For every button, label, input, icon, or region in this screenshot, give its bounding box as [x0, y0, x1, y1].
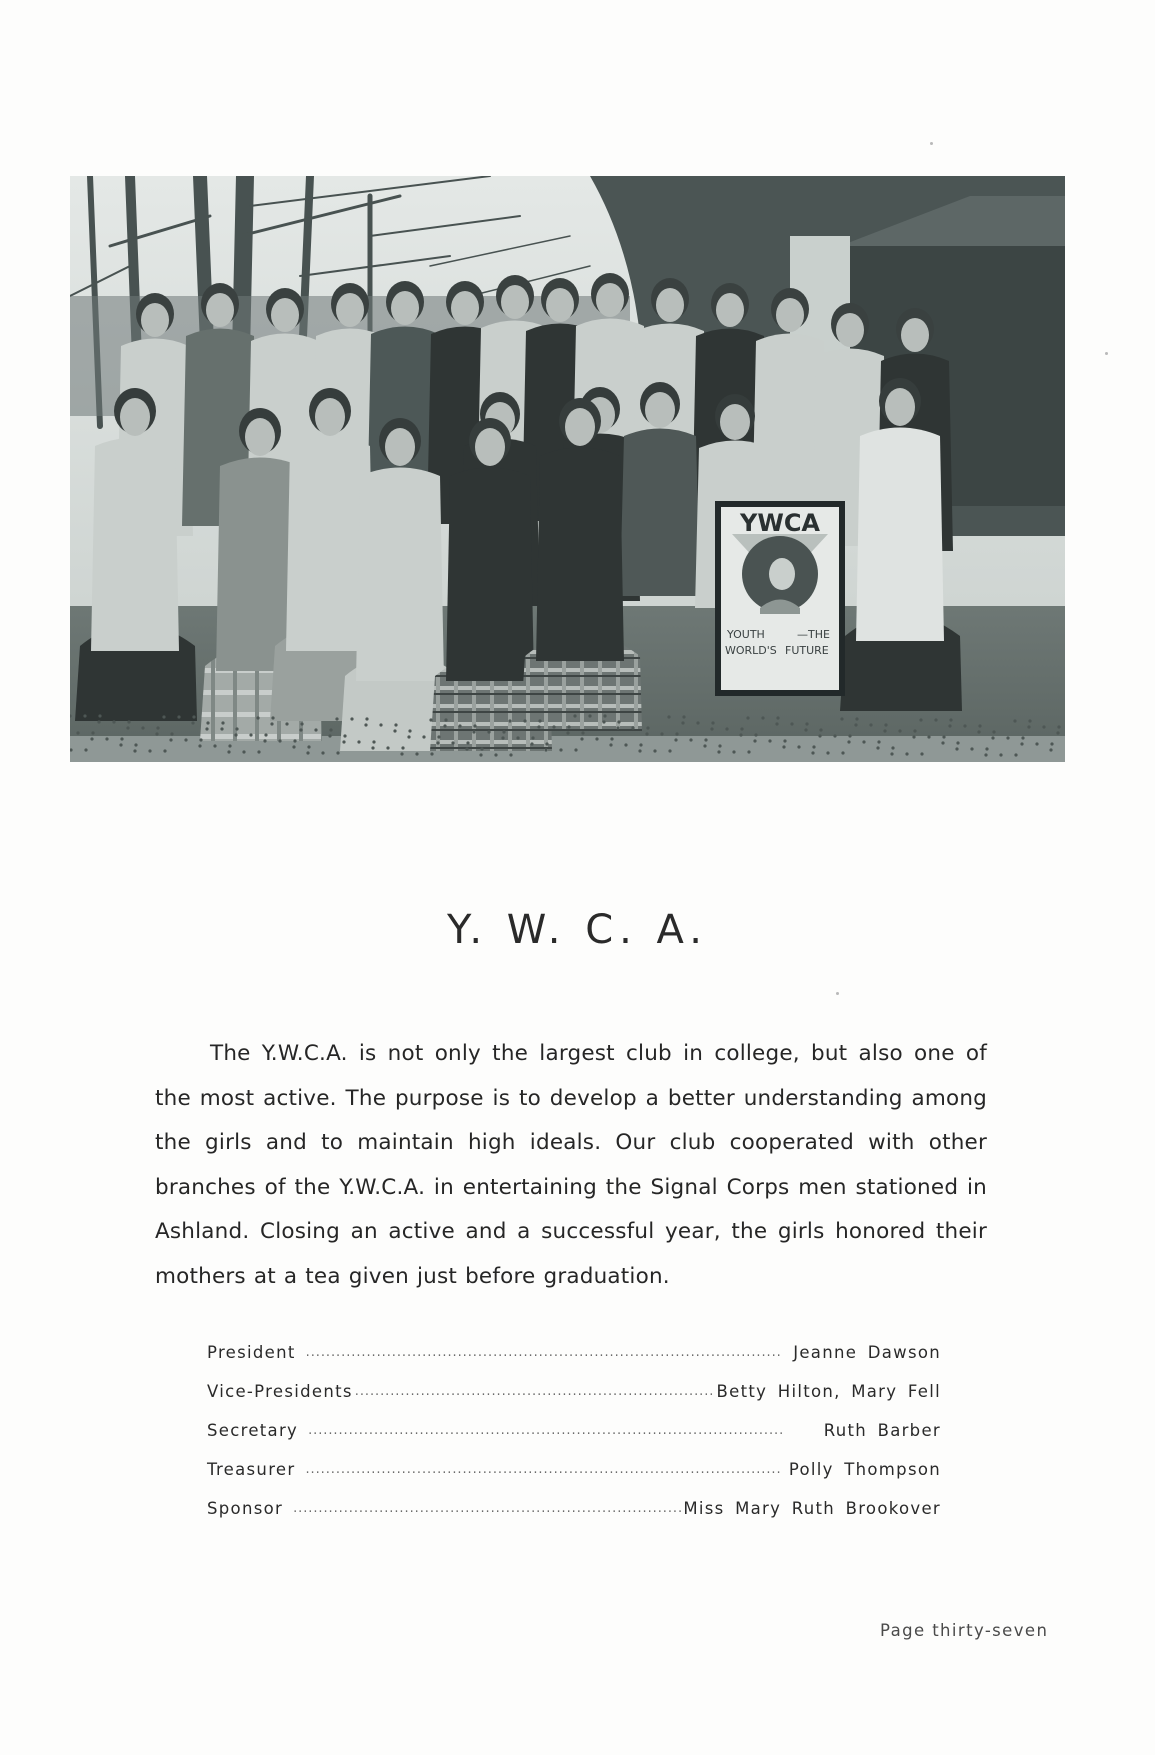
- grass-texture: [718, 744, 721, 747]
- grass-texture: [804, 728, 807, 731]
- grass-texture: [134, 743, 137, 746]
- officer-row-vice-presidents: [207, 1382, 941, 1421]
- dot-leader: [308, 1423, 822, 1438]
- grass-texture: [740, 727, 743, 730]
- grass-texture: [307, 745, 310, 748]
- grass-texture: [401, 746, 404, 749]
- grass-texture: [753, 739, 756, 742]
- officer-role: Sponsor: [207, 1499, 284, 1518]
- grass-texture: [379, 723, 382, 726]
- group-photo: [70, 176, 1065, 762]
- grass-texture: [227, 750, 230, 753]
- grass-texture: [682, 715, 685, 718]
- grass-texture: [912, 735, 915, 738]
- grass-texture: [1049, 748, 1052, 751]
- grass-texture: [674, 738, 677, 741]
- grass-texture: [862, 740, 865, 743]
- grass-texture: [805, 722, 808, 725]
- grass-texture: [624, 743, 627, 746]
- grass-texture: [531, 736, 534, 739]
- grass-texture: [234, 733, 237, 736]
- grass-texture: [668, 749, 671, 752]
- grass-texture: [776, 716, 779, 719]
- grass-texture: [205, 727, 208, 730]
- grass-texture: [884, 723, 887, 726]
- grass-texture: [523, 719, 526, 722]
- grass-texture: [393, 729, 396, 732]
- grass-texture: [963, 724, 966, 727]
- grass-texture: [811, 751, 814, 754]
- grass-texture: [890, 752, 893, 755]
- grass-texture: [667, 715, 670, 718]
- grass-texture: [271, 716, 274, 719]
- grass-texture: [336, 751, 339, 754]
- sign-youth: YOUTH: [727, 628, 765, 641]
- grass-texture: [1056, 731, 1059, 734]
- grass-texture: [818, 734, 821, 737]
- grass-texture: [710, 727, 713, 730]
- grass-texture: [84, 748, 87, 751]
- grass-texture: [221, 721, 224, 724]
- grass-texture: [956, 741, 959, 744]
- grass-texture: [415, 752, 418, 755]
- grass-texture: [430, 752, 433, 755]
- grass-texture: [371, 746, 374, 749]
- grass-texture: [192, 715, 195, 718]
- grass-texture: [675, 732, 678, 735]
- grass-texture: [927, 735, 930, 738]
- grass-texture: [480, 747, 483, 750]
- grass-texture: [530, 742, 533, 745]
- grass-texture: [537, 725, 540, 728]
- grass-texture: [126, 726, 129, 729]
- grass-texture: [429, 718, 432, 721]
- grass-texture: [616, 726, 619, 729]
- grass-texture: [306, 751, 309, 754]
- sign-future: FUTURE: [785, 644, 829, 657]
- grass-texture: [877, 740, 880, 743]
- grass-texture: [819, 728, 822, 731]
- grass-texture: [609, 743, 612, 746]
- officer-role: Treasurer: [207, 1460, 296, 1479]
- sign-worlds: WORLD'S: [725, 644, 777, 657]
- grass-texture: [775, 722, 778, 725]
- grass-texture: [603, 714, 606, 717]
- grass-texture: [985, 747, 988, 750]
- grass-texture: [357, 740, 360, 743]
- officer-row-president: [207, 1343, 941, 1382]
- grass-texture: [502, 730, 505, 733]
- grass-texture: [898, 729, 901, 732]
- dot-leader: [306, 1345, 792, 1360]
- grass-texture: [574, 748, 577, 751]
- club-description: The Y.W.C.A. is not only the largest club in college, but also one of the most active. The purpose is to develop a better understanding among the girls and to maintain high ideals. Our club cooperated with other branches of the Y.W.C.A. in entertaining the Signal Corps men stationed in Ashland. Closing an active and a successful year, the girls honored their mothers at a tea given just before graduation.: [155, 1041, 987, 1289]
- grass-texture: [660, 732, 663, 735]
- grass-texture: [278, 739, 281, 742]
- grass-texture: [372, 740, 375, 743]
- grass-texture: [847, 740, 850, 743]
- grass-texture: [350, 717, 353, 720]
- grass-texture: [263, 739, 266, 742]
- grass-texture: [97, 720, 100, 723]
- officer-name: Jeanne Dawson: [793, 1343, 941, 1362]
- grass-texture: [581, 731, 584, 734]
- page-number: Page thirty-seven: [880, 1621, 1049, 1640]
- grass-texture: [883, 729, 886, 732]
- grass-texture: [408, 729, 411, 732]
- grass-texture: [342, 740, 345, 743]
- officer-name: Ruth Barber: [823, 1421, 941, 1440]
- grass-texture: [646, 726, 649, 729]
- grass-texture: [783, 739, 786, 742]
- grass-texture: [559, 748, 562, 751]
- grass-texture: [919, 718, 922, 721]
- grass-texture: [285, 722, 288, 725]
- grass-texture: [617, 720, 620, 723]
- officer-role: Secretary: [207, 1421, 299, 1440]
- grass-texture: [105, 737, 108, 740]
- grass-texture: [602, 720, 605, 723]
- sign-title: YWCA: [739, 509, 821, 537]
- grass-texture: [163, 749, 166, 752]
- grass-texture: [264, 733, 267, 736]
- grass-texture: [169, 738, 172, 741]
- grass-texture: [329, 728, 332, 731]
- grass-texture: [746, 716, 749, 719]
- group-photo-drawing: [70, 176, 1065, 762]
- grass-texture: [538, 719, 541, 722]
- grass-texture: [768, 739, 771, 742]
- grass-texture: [466, 741, 469, 744]
- grass-texture: [978, 724, 981, 727]
- grass-texture: [76, 731, 79, 734]
- grass-texture: [955, 747, 958, 750]
- grass-texture: [249, 733, 252, 736]
- grass-texture: [732, 750, 735, 753]
- paper-speck: [930, 142, 933, 145]
- grass-texture: [299, 728, 302, 731]
- grass-texture: [436, 741, 439, 744]
- grass-texture: [1006, 736, 1009, 739]
- dot-leader: [355, 1384, 715, 1399]
- grass-texture: [156, 726, 159, 729]
- grass-texture: [1028, 719, 1031, 722]
- grass-texture: [422, 735, 425, 738]
- grass-texture: [184, 738, 187, 741]
- ywca-sign: [715, 501, 845, 696]
- officer-name: Betty Hilton, Mary Fell: [716, 1382, 941, 1401]
- grass-texture: [365, 717, 368, 720]
- grass-texture: [494, 753, 497, 756]
- grass-texture: [91, 731, 94, 734]
- grass-texture: [949, 718, 952, 721]
- officer-row-secretary: [207, 1421, 941, 1460]
- grass-texture: [711, 721, 714, 724]
- grass-texture: [242, 750, 245, 753]
- grass-texture: [119, 743, 122, 746]
- grass-texture: [941, 741, 944, 744]
- grass-texture: [509, 753, 512, 756]
- grass-texture: [573, 714, 576, 717]
- grass-texture: [407, 735, 410, 738]
- grass-texture: [256, 716, 259, 719]
- grass-texture: [1021, 736, 1024, 739]
- grass-texture: [869, 723, 872, 726]
- grass-texture: [841, 751, 844, 754]
- grass-texture: [566, 731, 569, 734]
- grass-texture: [199, 738, 202, 741]
- grass-texture: [580, 737, 583, 740]
- grass-texture: [689, 738, 692, 741]
- grass-texture: [840, 717, 843, 720]
- grass-texture: [228, 744, 231, 747]
- grass-texture: [170, 732, 173, 735]
- grass-texture: [473, 724, 476, 727]
- grass-texture: [444, 718, 447, 721]
- grass-texture: [394, 723, 397, 726]
- grass-texture: [1057, 725, 1060, 728]
- grass-texture: [451, 741, 454, 744]
- grass-texture: [501, 736, 504, 739]
- grass-texture: [545, 742, 548, 745]
- grass-texture: [948, 724, 951, 727]
- grass-texture: [458, 724, 461, 727]
- dot-leader: [305, 1462, 786, 1477]
- grass-texture: [848, 734, 851, 737]
- grass-texture: [725, 727, 728, 730]
- grass-texture: [98, 714, 101, 717]
- grass-texture: [797, 745, 800, 748]
- grass-texture: [913, 729, 916, 732]
- people: [70, 273, 1061, 757]
- officers-list: [207, 1343, 941, 1538]
- grass-texture: [645, 732, 648, 735]
- grass-texture: [198, 744, 201, 747]
- grass-texture: [812, 745, 815, 748]
- grass-texture: [991, 736, 994, 739]
- grass-texture: [891, 746, 894, 749]
- grass-texture: [761, 716, 764, 719]
- grass-texture: [270, 722, 273, 725]
- grass-texture: [1013, 719, 1016, 722]
- grass-texture: [970, 747, 973, 750]
- sign-the: —THE: [797, 628, 830, 641]
- grass-texture: [833, 734, 836, 737]
- grass-texture: [335, 717, 338, 720]
- grass-texture: [191, 721, 194, 724]
- grass-texture: [552, 725, 555, 728]
- grass-texture: [595, 737, 598, 740]
- grass-texture: [437, 735, 440, 738]
- grass-texture: [472, 730, 475, 733]
- grass-texture: [703, 744, 706, 747]
- officer-role: President: [207, 1343, 296, 1362]
- grass-texture: [638, 749, 641, 752]
- grass-texture: [1035, 742, 1038, 745]
- grass-texture: [220, 727, 223, 730]
- grass-texture: [1050, 742, 1053, 745]
- grass-texture: [90, 737, 93, 740]
- grass-texture: [681, 721, 684, 724]
- grass-texture: [162, 715, 165, 718]
- grass-texture: [1020, 742, 1023, 745]
- grass-texture: [920, 752, 923, 755]
- grass-texture: [321, 751, 324, 754]
- grass-texture: [704, 738, 707, 741]
- grass-texture: [942, 735, 945, 738]
- grass-texture: [479, 753, 482, 756]
- grass-texture: [400, 752, 403, 755]
- grass-texture: [206, 721, 209, 724]
- grass-texture: [544, 748, 547, 751]
- grass-texture: [133, 749, 136, 752]
- grass-texture: [588, 714, 591, 717]
- grass-texture: [257, 750, 260, 753]
- grass-texture: [653, 749, 656, 752]
- page-title: Y. W. C. A.: [447, 906, 708, 953]
- grass-texture: [639, 743, 642, 746]
- grass-texture: [1014, 753, 1017, 756]
- grass-texture: [300, 722, 303, 725]
- grass-texture: [141, 726, 144, 729]
- grass-texture: [235, 727, 238, 730]
- paper-speck: [1105, 352, 1108, 355]
- grass-texture: [443, 724, 446, 727]
- grass-texture: [905, 752, 908, 755]
- paper-speck: [836, 992, 839, 995]
- grass-texture: [747, 750, 750, 753]
- grass-texture: [487, 730, 490, 733]
- grass-texture: [386, 746, 389, 749]
- grass-texture: [696, 721, 699, 724]
- grass-texture: [984, 753, 987, 756]
- grass-texture: [293, 739, 296, 742]
- grass-texture: [610, 737, 613, 740]
- grass-texture: [631, 726, 634, 729]
- grass-texture: [328, 734, 331, 737]
- grass-texture: [992, 730, 995, 733]
- officer-row-treasurer: [207, 1460, 941, 1499]
- grass-texture: [977, 730, 980, 733]
- grass-texture: [855, 717, 858, 720]
- grass-texture: [782, 745, 785, 748]
- grass-texture: [155, 732, 158, 735]
- grass-texture: [999, 753, 1002, 756]
- grass-texture: [364, 723, 367, 726]
- grass-texture: [314, 728, 317, 731]
- officer-role: Vice-Presidents: [207, 1382, 353, 1401]
- grass-texture: [120, 737, 123, 740]
- grass-texture: [739, 733, 742, 736]
- grass-texture: [826, 751, 829, 754]
- grass-texture: [567, 725, 570, 728]
- grass-texture: [148, 749, 151, 752]
- grass-texture: [854, 723, 857, 726]
- grass-texture: [934, 718, 937, 721]
- grass-texture: [465, 747, 468, 750]
- officer-row-sponsor: [207, 1499, 941, 1538]
- officer-name: Miss Mary Ruth Brookover: [683, 1499, 941, 1518]
- grass-texture: [790, 722, 793, 725]
- grass-texture: [1042, 725, 1045, 728]
- grass-texture: [876, 746, 879, 749]
- dot-leader: [293, 1501, 681, 1516]
- grass-texture: [516, 736, 519, 739]
- grass-texture: [177, 715, 180, 718]
- grass-texture: [717, 750, 720, 753]
- officer-name: Polly Thompson: [788, 1460, 941, 1479]
- grass-texture: [508, 719, 511, 722]
- grass-texture: [83, 714, 86, 717]
- grass-texture: [292, 745, 295, 748]
- grass-texture: [754, 733, 757, 736]
- grass-texture: [213, 744, 216, 747]
- grass-texture: [343, 734, 346, 737]
- grass-texture: [112, 720, 115, 723]
- grass-texture: [1027, 725, 1030, 728]
- grass-texture: [127, 720, 130, 723]
